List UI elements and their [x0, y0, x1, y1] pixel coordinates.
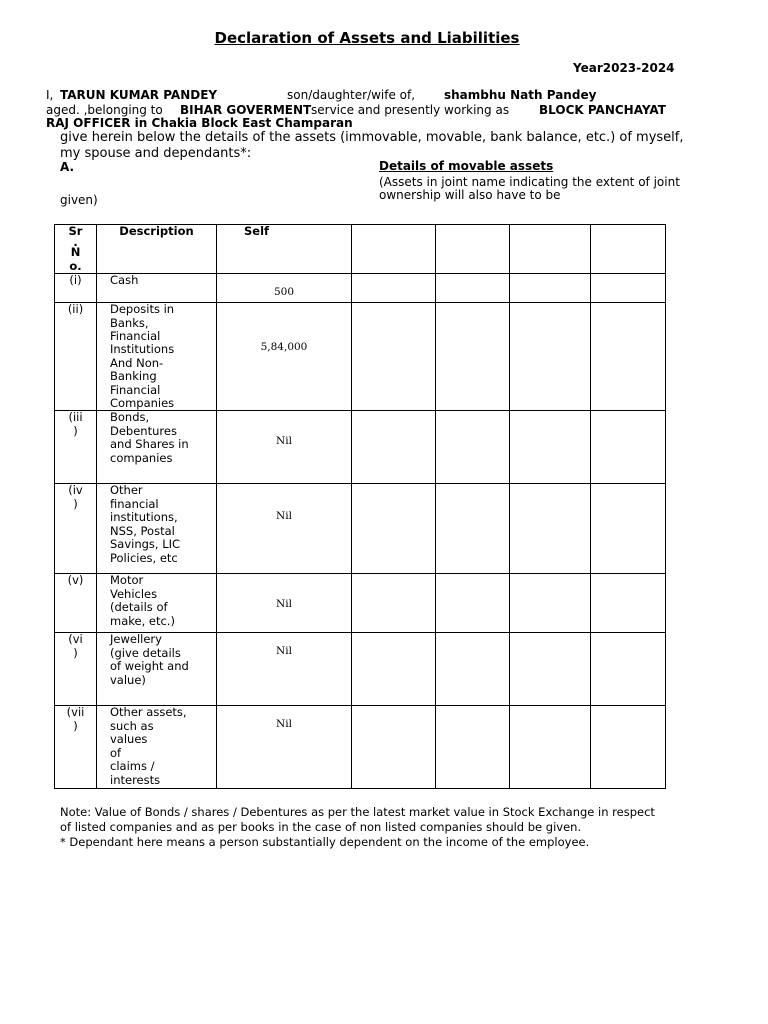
empty-cell [436, 574, 510, 633]
declarant-name: TARUN KUMAR PANDEY [60, 88, 218, 102]
intro-line5: my spouse and dependants*: [60, 146, 252, 161]
row-description: Jewellery (give details of weight and value) [97, 633, 217, 706]
header-empty-cell [591, 225, 666, 274]
empty-cell [591, 484, 666, 574]
post-part1: BLOCK PANCHAYAT [539, 103, 666, 117]
table-row [55, 574, 666, 633]
empty-cell [352, 633, 436, 706]
post-part2: RAJ OFFICER in Chakia Block East Champaran [46, 116, 353, 130]
empty-cell [352, 274, 436, 303]
intro-line4: give herein below the details of the assets (immovable, movable, bank balance, etc.) of myself, [60, 130, 684, 145]
row-self-value: 5,84,000 [217, 303, 352, 411]
empty-cell [352, 574, 436, 633]
row-sr-no: (vi ) [55, 633, 97, 706]
table-row [55, 484, 666, 574]
aged-text: aged. ,belonging to [46, 103, 163, 117]
declaration-year: Year2023-2024 [573, 61, 675, 75]
empty-cell [591, 574, 666, 633]
row-description: Deposits in Banks, Financial Institutions And Non- Banking Financial Companies [97, 303, 217, 411]
table-row [55, 411, 666, 484]
row-description: Cash [97, 274, 217, 303]
empty-cell [510, 706, 591, 789]
empty-cell [436, 484, 510, 574]
row-description: Motor Vehicles (details of make, etc.) [97, 574, 217, 633]
row-sr-no: (iv ) [55, 484, 97, 574]
document-title: Declaration of Assets and Liabilities [214, 29, 520, 47]
empty-cell [436, 411, 510, 484]
row-sr-no: (iii ) [55, 411, 97, 484]
row-self-value: Nil [217, 484, 352, 574]
table-row [55, 706, 666, 789]
empty-cell [510, 274, 591, 303]
note-line1: Note: Value of Bonds / shares / Debentures as per the latest market value in Stock Exchange in respect [60, 805, 655, 819]
row-description: Bonds, Debentures and Shares in companies [97, 411, 217, 484]
joint-note-line1: (Assets in joint name indicating the extent of joint [379, 175, 680, 189]
header-description: Description [97, 225, 217, 274]
service-suffix: service and presently working as [311, 103, 510, 117]
parent-name: shambhu Nath Pandey [444, 88, 597, 102]
row-self-value: Nil [217, 633, 352, 706]
joint-note-line2: ownership will also have to be [379, 188, 561, 202]
empty-cell [591, 274, 666, 303]
empty-cell [436, 633, 510, 706]
row-sr-no: (v) [55, 574, 97, 633]
empty-cell [352, 706, 436, 789]
empty-cell [510, 574, 591, 633]
row-self-value: Nil [217, 411, 352, 484]
movable-assets-table [54, 224, 666, 789]
header-empty-cell [436, 225, 510, 274]
empty-cell [352, 411, 436, 484]
table-header-row [55, 225, 666, 274]
header-sr-no: Sr . N o. [55, 225, 97, 274]
note-line2: of listed companies and as per books in the case of non listed companies should be given. [60, 820, 582, 834]
joint-note-given: given) [60, 193, 98, 207]
table-row [55, 274, 666, 303]
header-empty-cell [352, 225, 436, 274]
empty-cell [352, 303, 436, 411]
section-letter: A. [60, 160, 75, 174]
row-description: Other assets, such as values of claims / interests [97, 706, 217, 789]
table-row [55, 303, 666, 411]
empty-cell [591, 706, 666, 789]
row-self-value: 500 [217, 274, 352, 303]
row-self-value: Nil [217, 706, 352, 789]
row-description: Other financial institutions, NSS, Postal Savings, LIC Policies, etc [97, 484, 217, 574]
intro-prefix: I, [46, 88, 54, 102]
note-line3: * Dependant here means a person substantially dependent on the income of the employee. [60, 835, 590, 849]
row-sr-no: (vii ) [55, 706, 97, 789]
empty-cell [591, 633, 666, 706]
row-sr-no: (i) [55, 274, 97, 303]
empty-cell [591, 411, 666, 484]
empty-cell [510, 633, 591, 706]
empty-cell [436, 303, 510, 411]
empty-cell [510, 303, 591, 411]
section-title: Details of movable assets [379, 159, 554, 173]
empty-cell [436, 274, 510, 303]
table-row [55, 633, 666, 706]
row-self-value: Nil [217, 574, 352, 633]
empty-cell [352, 484, 436, 574]
relation-label: son/daughter/wife of, [287, 88, 416, 102]
service-name: BIHAR GOVERMENT [180, 103, 312, 117]
empty-cell [510, 484, 591, 574]
empty-cell [510, 411, 591, 484]
header-self: Self [217, 225, 352, 274]
empty-cell [436, 706, 510, 789]
header-empty-cell [510, 225, 591, 274]
empty-cell [591, 303, 666, 411]
row-sr-no: (ii) [55, 303, 97, 411]
